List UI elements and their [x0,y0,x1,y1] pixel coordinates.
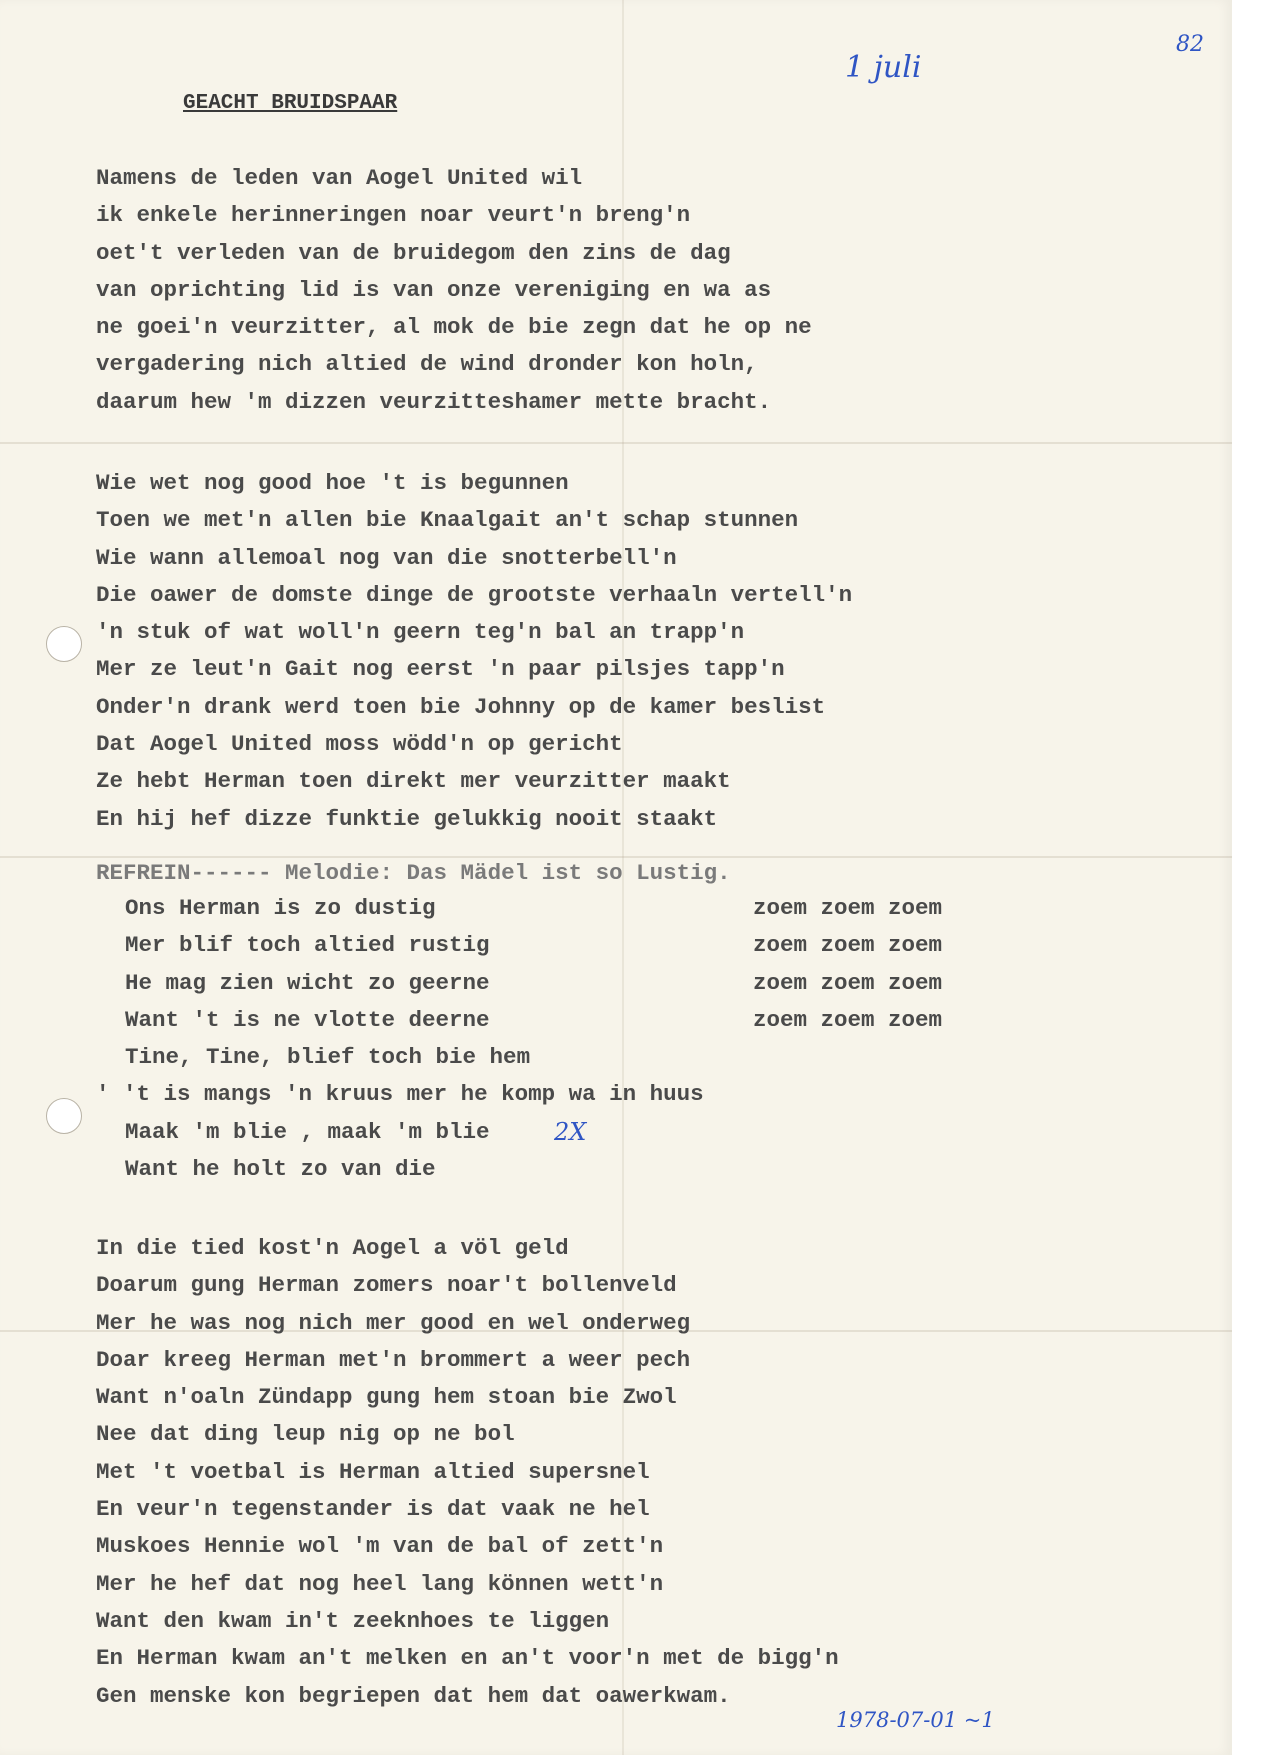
stanza-1 [96,465,852,838]
refrain-line: Mer blif toch altied rustig [125,932,490,959]
handwritten-date: 1 juli [845,50,922,85]
refrain-line: Want he holt zo van die [125,1156,436,1183]
intro-paragraph [96,160,812,421]
text-line: Ze hebt Herman toen direkt mer veurzitter maakt [96,768,731,795]
text-line: vergadering nich altied de wind dronder kon holn, [96,351,758,378]
punch-hole [46,1098,82,1134]
text-line: Doarum gung Herman zomers noar't bollenveld [96,1272,677,1299]
page-title: GEACHT BRUIDSPAAR [183,92,398,115]
text-line: Want den kwam in't zeeknhoes te liggen [96,1607,610,1634]
text-line: Die oawer de domste dinge de grootste verhaaln vertell'n [96,581,853,608]
text-line: Gen menske kon begriepen dat hem dat oawerkwam. [96,1682,731,1709]
text-line: oet't verleden van de bruidegom den zins de dag [96,239,731,266]
text-line: van oprichting lid is van onze vereniging en wa as [96,276,772,303]
text-line: Muskoes Hennie wol 'm van de bal of zett'n [96,1533,664,1560]
refrain-header: REFREIN------ Melodie: Das Mädel ist so Lustig. [96,860,731,886]
refrain-line: Want 't is ne vlotte deerne [125,1006,490,1033]
refrain-line: Maak 'm blie , maak 'm blie [125,1118,490,1145]
text-line: Toen we met'n allen bie Knaalgait an't schap stunnen [96,507,799,534]
text-line: Mer ze leut'n Gait nog eerst 'n paar pilsjes tapp'n [96,656,785,683]
refrain-echo: zoem zoem zoem [753,1006,943,1033]
text-line: Wie wet nog good hoe 't is begunnen [96,470,569,496]
stanza-2 [96,1230,839,1715]
refrain-section [96,856,943,1188]
text-line: ik enkele herinneringen noar veurt'n breng'n [96,202,691,229]
text-line: Mer he hef dat nog heel lang können wett'n [96,1570,664,1597]
text-line: ne goei'n veurzitter, al mok de bie zegn dat he op ne [96,314,812,341]
date-stamp: 1978-07-01 ~1 [836,1708,995,1732]
refrain-line: He mag zien wicht zo geerne [125,969,490,996]
text-line: Nee dat ding leup nig op ne bol [96,1421,515,1448]
text-line: Mer he was nog nich mer good en wel onderweg [96,1309,691,1336]
text-line: Dat Aogel United moss wödd'n op gericht [96,731,623,758]
text-line: Want n'oaln Zündapp gung hem stoan bie Zwol [96,1384,677,1411]
refrain-line: ' 't is mangs 'n kruus mer he komp wa in huus [96,1081,704,1108]
text-line: Namens de leden van Aogel United wil [96,165,583,191]
refrain-echo: zoem zoem zoem [753,895,943,921]
text-line: Wie wann allemoal nog van die snotterbell'n [96,544,677,571]
repeat-mark: 2X [554,1118,587,1146]
text-line: En hij hef dizze funktie gelukkig nooit staakt [96,805,718,832]
refrain-echo: zoem zoem zoem [753,969,943,996]
text-line: Met 't voetbal is Herman altied supersnel [96,1458,650,1485]
punch-hole [46,626,82,662]
text-line: En Herman kwam an't melken en an't voor'n met de bigg'n [96,1645,839,1672]
text-line: Onder'n drank werd toen bie Johnny op de kamer beslist [96,693,826,720]
refrain-line: Ons Herman is zo dustig [125,895,436,921]
text-line: En veur'n tegenstander is dat vaak ne hel [96,1496,650,1523]
text-line: daarum hew 'm dizzen veurzitteshamer mette bracht. [96,388,772,415]
refrain-bullet: ' [96,1081,110,1108]
page-number: 82 [1176,32,1204,57]
text-line: Doar kreeg Herman met'n brommert a weer pech [96,1346,691,1373]
refrain-line: Tine, Tine, blief toch bie hem [125,1044,531,1071]
text-line: In die tied kost'n Aogel a völ geld [96,1235,569,1261]
fold-crease [0,442,1232,444]
text-line: 'n stuk of wat woll'n geern teg'n bal an trapp'n [96,619,745,646]
refrain-echo: zoem zoem zoem [753,932,943,959]
